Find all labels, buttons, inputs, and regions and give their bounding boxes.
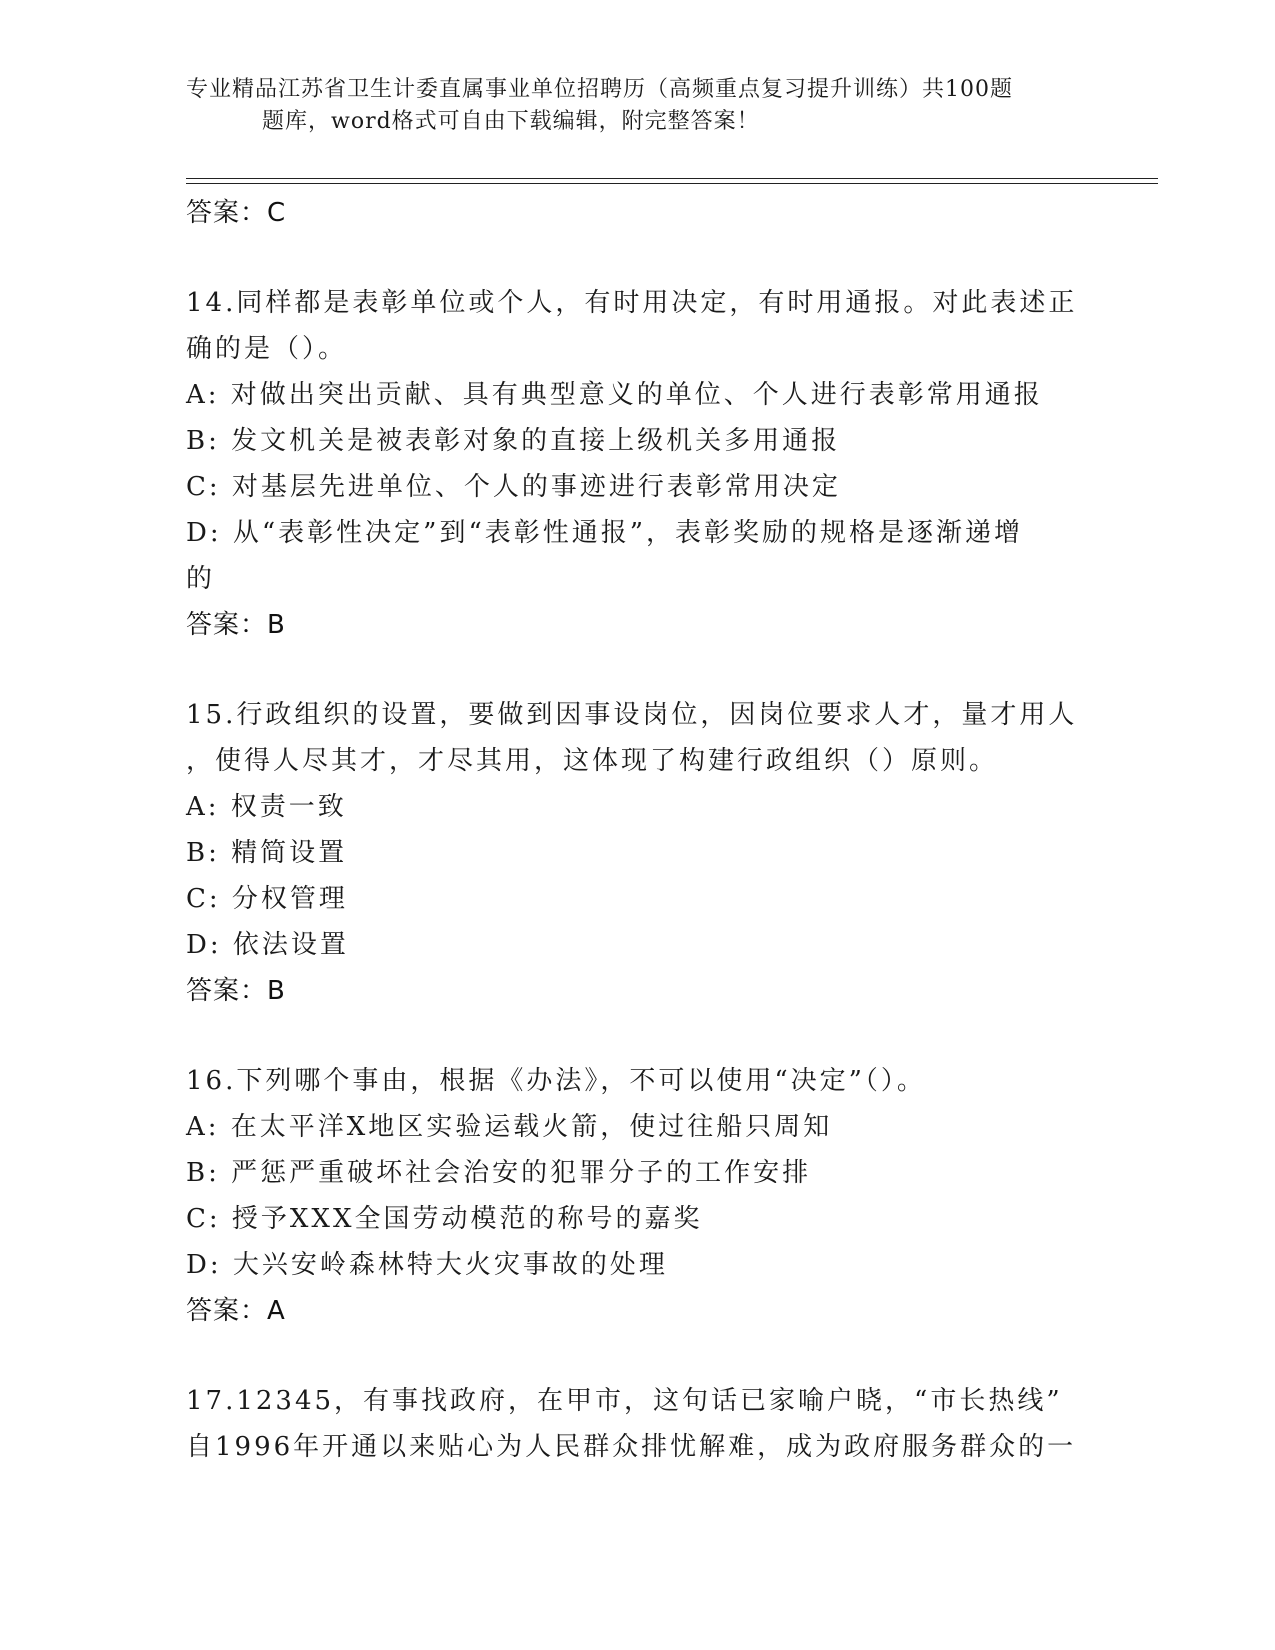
option-c: C: 对基层先进单位、个人的事迹进行表彰常用决定 [186, 472, 841, 502]
option-b: B: 严惩严重破坏社会治安的犯罪分子的工作安排 [186, 1158, 812, 1188]
question-15 [186, 692, 1086, 1014]
answer: 答案：B [186, 976, 286, 1006]
question-14 [186, 280, 1086, 648]
question-stem-line: 17.12345，有事找政府，在甲市，这句话已家喻户晓，“市长热线” [186, 1386, 1063, 1416]
question-stem-line: ，使得人尽其才，才尽其用，这体现了构建行政组织（）原则。 [186, 746, 999, 776]
question-stem-line: 16.下列哪个事由，根据《办法》，不可以使用“决定”（）。 [186, 1066, 926, 1096]
previous-answer: 答案：C [186, 198, 287, 228]
option-a: A: 权责一致 [186, 792, 347, 822]
document-body [186, 190, 1086, 1470]
question-17 [186, 1378, 1086, 1470]
answer: 答案：A [186, 1296, 286, 1326]
option-b: B: 精简设置 [186, 838, 348, 868]
option-d: D: 大兴安岭森林特大火灾事故的处理 [186, 1250, 668, 1280]
question-stem-line: 确的是（）。 [186, 334, 348, 364]
option-d-continuation: 的 [186, 564, 216, 594]
option-d: D: 从“表彰性决定”到“表彰性通报”，表彰奖励的规格是逐渐递增 [186, 518, 1024, 548]
question-stem-line: 自1996年开通以来贴心为人民群众排忧解难，成为政府服务群众的一 [186, 1432, 1077, 1462]
option-a: A: 在太平洋X地区实验运载火箭，使过往船只周知 [186, 1112, 833, 1142]
option-c: C: 授予XXX全国劳动模范的称号的嘉奖 [186, 1204, 703, 1234]
option-b: B: 发文机关是被表彰对象的直接上级机关多用通报 [186, 426, 841, 456]
option-d: D: 依法设置 [186, 930, 349, 960]
header-title-line1: 专业精品江苏省卫生计委直属事业单位招聘历（高频重点复习提升训练）共100题 [186, 77, 1013, 102]
page-header [186, 74, 1086, 138]
answer: 答案：B [186, 610, 286, 640]
question-stem-line: 15.行政组织的设置，要做到因事设岗位，因岗位要求人才，量才用人 [186, 700, 1078, 730]
option-c: C: 分权管理 [186, 884, 348, 914]
header-title-line2: 题库，word格式可自由下载编辑，附完整答案！ [262, 109, 760, 134]
question-stem-line: 14.同样都是表彰单位或个人，有时用决定，有时用通报。对此表述正 [186, 288, 1078, 318]
question-16 [186, 1058, 1086, 1334]
header-divider-bottom [186, 183, 1158, 184]
option-a: A: 对做出突出贡献、具有典型意义的单位、个人进行表彰常用通报 [186, 380, 1043, 410]
header-divider-top [186, 178, 1158, 179]
